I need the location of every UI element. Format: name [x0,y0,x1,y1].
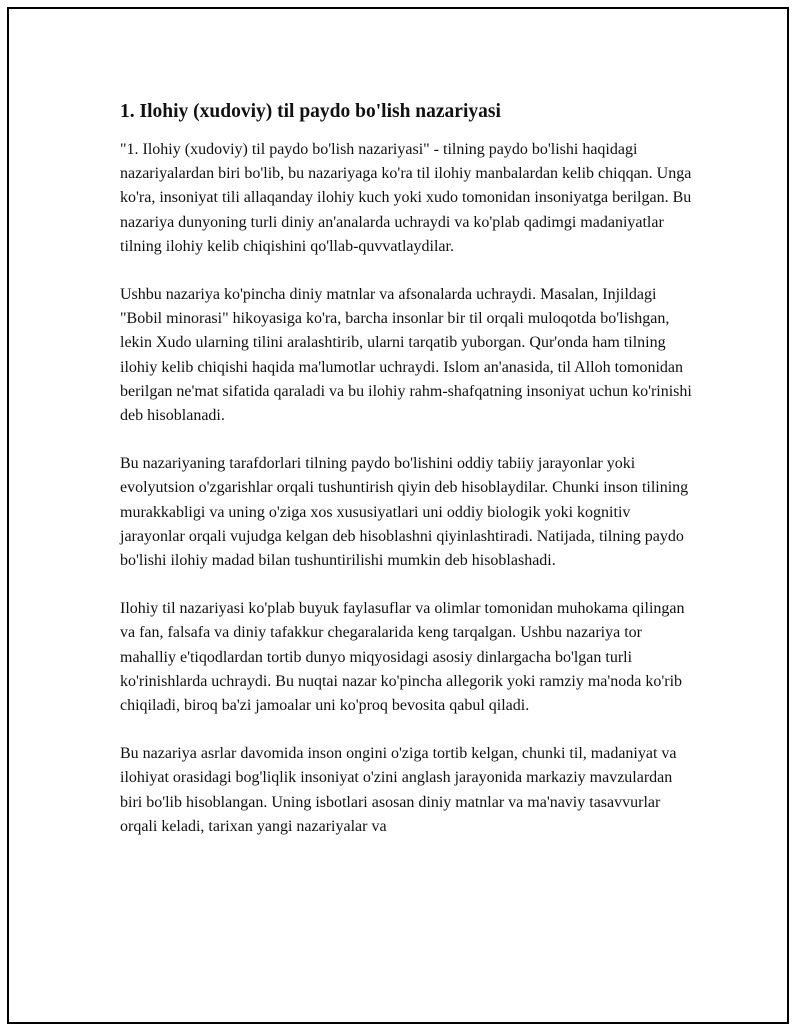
document-page [7,7,789,1024]
paragraph: Bu nazariya asrlar davomida inson ongini o'ziga tortib kelgan, chunki til, madaniyat va ilohiyat orasidagi bog'liqlik insoniyat o'zini anglash jarayonida markaziy mavzulardan biri bo'lib hisoblangan. Uning isbotlari asosan diniy matnlar va ma'naviy tasavvurlar orqali keladi, tarixan yangi nazariyalar va [120,745,677,835]
paragraph: "1. Ilohiy (xudoviy) til paydo bo'lish nazariyasi" - tilning paydo bo'lishi haqidagi nazariyalardan biri bo'lib, bu nazariyaga ko'ra til ilohiy manbalardan kelib chiqqan. Unga ko'ra, insoniyat tili allaqanday ilohiy kuch yoki xudo tomonidan insoniyatga berilgan. Bu nazariya dunyoning turli diniy an'analarda uchraydi va ko'plab qadimgi madaniyatlar tilning ilohiy kelib chiqishini qo'llab-quvvatlaydilar. [120,141,692,255]
paragraph: Bu nazariyaning tarafdorlari tilning paydo bo'lishini oddiy tabiiy jarayonlar yoki evolyutsion o'zgarishlar orqali tushuntirish qiyin deb hisoblaydilar. Chunki inson tilining murakkabligi va uning o'ziga xos xususiyatlari uni oddiy biologik yoki kognitiv jarayonlar orqali vujudga kelgan deb hisoblashni qiyinlashtiradi. Natijada, tilning paydo bo'lishi ilohiy madad bilan tushuntirilishi mumkin deb hisoblashadi. [120,455,689,570]
paragraph: Ilohiy til nazariyasi ko'plab buyuk faylasuflar va olimlar tomonidan muhokama qilingan va fan, falsafa va diniy tafakkur chegaralarida keng tarqalgan. Ushbu nazariya tor mahalliy e'tiqodlardan tortib dunyo miqyosidagi asosiy dinlargacha bo'lgan turli ko'rinishlarda uchraydi. Bu nuqtai nazar ko'pincha allegorik yoki ramziy ma'noda ko'rib chiqiladi, biroq ba'zi jamoalar uni ko'proq bevosita qabul qiladi. [120,600,685,715]
document-body [120,99,695,863]
paragraph: Ushbu nazariya ko'pincha diniy matnlar va afsonalarda uchraydi. Masalan, Injildagi "Bobil minorasi" hikoyasiga ko'ra, barcha insonlar bir til orqali muloqotda bo'lishgan, lekin Xudo ularning tilini aralashtirib, ularni tarqatib yuborgan. Qur'onda ham tilning ilohiy kelib chiqishi haqida ma'lumotlar uchraydi. Islom an'anasida, til Alloh tomonidan berilgan ne'mat sifatida qaraladi va bu ilohiy rahm-shafqatning insoniyat uchun ko'rinishi deb hisoblanadi. [120,286,692,425]
document-title: 1. Ilohiy (xudoviy) til paydo bo'lish nazariyasi [120,101,501,122]
